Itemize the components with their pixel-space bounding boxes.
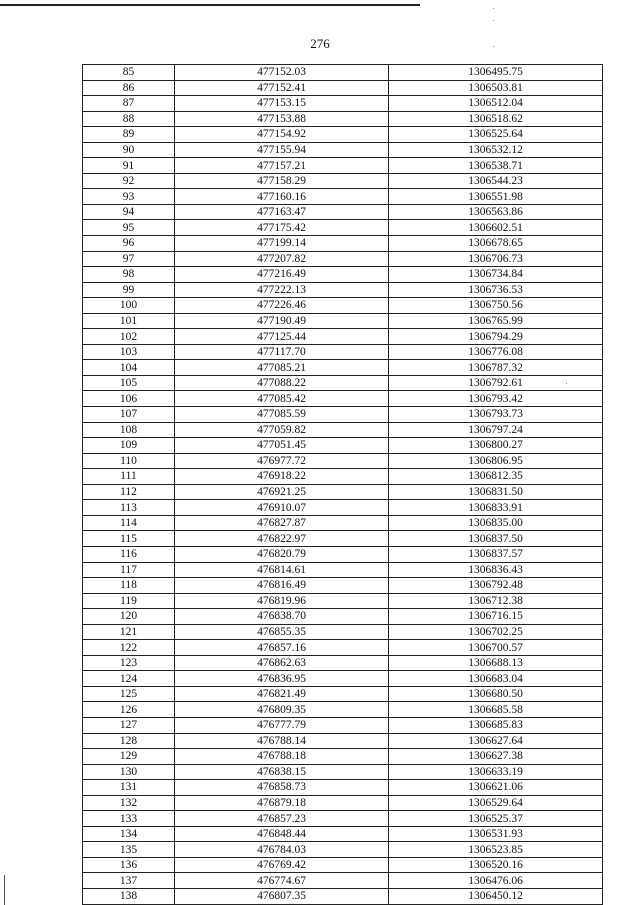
point-number-cell: 123	[83, 655, 175, 671]
point-number-cell: 99	[83, 282, 175, 298]
x-coordinate-cell: 476819.96	[175, 593, 389, 609]
table-row	[83, 795, 603, 811]
point-number-cell: 109	[83, 438, 175, 454]
table-row	[83, 375, 603, 391]
point-number-cell: 134	[83, 826, 175, 842]
y-coordinate-cell: 1306833.91	[389, 500, 603, 516]
table-row	[83, 469, 603, 485]
point-number-cell: 133	[83, 811, 175, 827]
y-coordinate-cell: 1306627.64	[389, 733, 603, 749]
table-row	[83, 127, 603, 143]
x-coordinate-cell: 477153.15	[175, 96, 389, 112]
table-row	[83, 593, 603, 609]
point-number-cell: 89	[83, 127, 175, 143]
x-coordinate-cell: 477199.14	[175, 236, 389, 252]
x-coordinate-cell: 476784.03	[175, 842, 389, 858]
table-row	[83, 236, 603, 252]
point-number-cell: 120	[83, 609, 175, 625]
table-row	[83, 842, 603, 858]
y-coordinate-cell: 1306503.81	[389, 80, 603, 96]
x-coordinate-cell: 477153.88	[175, 111, 389, 127]
y-coordinate-cell: 1306633.19	[389, 764, 603, 780]
y-coordinate-cell: 1306734.84	[389, 267, 603, 283]
table-row	[83, 749, 603, 765]
table-row	[83, 531, 603, 547]
x-coordinate-cell: 477088.22	[175, 375, 389, 391]
y-coordinate-cell: 1306716.15	[389, 609, 603, 625]
point-number-cell: 85	[83, 65, 175, 81]
y-coordinate-cell: 1306792.48	[389, 578, 603, 594]
table-row	[83, 360, 603, 376]
table-row	[83, 546, 603, 562]
x-coordinate-cell: 476977.72	[175, 453, 389, 469]
point-number-cell: 125	[83, 686, 175, 702]
x-coordinate-cell: 477152.03	[175, 65, 389, 81]
point-number-cell: 97	[83, 251, 175, 267]
x-coordinate-cell: 476858.73	[175, 780, 389, 796]
table-row	[83, 484, 603, 500]
coordinates-table-body	[83, 65, 603, 905]
table-row	[83, 111, 603, 127]
point-number-cell: 86	[83, 80, 175, 96]
table-row	[83, 267, 603, 283]
x-coordinate-cell: 476910.07	[175, 500, 389, 516]
point-number-cell: 115	[83, 531, 175, 547]
y-coordinate-cell: 1306512.04	[389, 96, 603, 112]
table-row	[83, 407, 603, 423]
y-coordinate-cell: 1306706.73	[389, 251, 603, 267]
point-number-cell: 112	[83, 484, 175, 500]
point-number-cell: 130	[83, 764, 175, 780]
y-coordinate-cell: 1306683.04	[389, 671, 603, 687]
x-coordinate-cell: 477152.41	[175, 80, 389, 96]
y-coordinate-cell: 1306680.50	[389, 686, 603, 702]
x-coordinate-cell: 477125.44	[175, 329, 389, 345]
y-coordinate-cell: 1306806.95	[389, 453, 603, 469]
y-coordinate-cell: 1306837.50	[389, 531, 603, 547]
x-coordinate-cell: 476857.16	[175, 640, 389, 656]
point-number-cell: 121	[83, 624, 175, 640]
y-coordinate-cell: 1306700.57	[389, 640, 603, 656]
x-coordinate-cell: 477207.82	[175, 251, 389, 267]
point-number-cell: 129	[83, 749, 175, 765]
table-row	[83, 313, 603, 329]
x-coordinate-cell: 477117.70	[175, 344, 389, 360]
y-coordinate-cell: 1306794.29	[389, 329, 603, 345]
x-coordinate-cell: 477216.49	[175, 267, 389, 283]
point-number-cell: 137	[83, 873, 175, 889]
y-coordinate-cell: 1306525.64	[389, 127, 603, 143]
table-row	[83, 764, 603, 780]
table-row	[83, 220, 603, 236]
x-coordinate-cell: 477163.47	[175, 204, 389, 220]
point-number-cell: 105	[83, 375, 175, 391]
y-coordinate-cell: 1306793.73	[389, 407, 603, 423]
x-coordinate-cell: 476862.63	[175, 655, 389, 671]
table-row	[83, 888, 603, 904]
table-row	[83, 344, 603, 360]
y-coordinate-cell: 1306787.32	[389, 360, 603, 376]
table-row	[83, 609, 603, 625]
y-coordinate-cell: 1306538.71	[389, 158, 603, 174]
x-coordinate-cell: 476879.18	[175, 795, 389, 811]
y-coordinate-cell: 1306529.64	[389, 795, 603, 811]
point-number-cell: 128	[83, 733, 175, 749]
y-coordinate-cell: 1306793.42	[389, 391, 603, 407]
point-number-cell: 95	[83, 220, 175, 236]
point-number-cell: 110	[83, 453, 175, 469]
x-coordinate-cell: 476814.61	[175, 562, 389, 578]
y-coordinate-cell: 1306800.27	[389, 438, 603, 454]
x-coordinate-cell: 476788.18	[175, 749, 389, 765]
x-coordinate-cell: 476857.23	[175, 811, 389, 827]
y-coordinate-cell: 1306544.23	[389, 173, 603, 189]
table-row	[83, 65, 603, 81]
point-number-cell: 93	[83, 189, 175, 205]
point-number-cell: 138	[83, 888, 175, 904]
point-number-cell: 122	[83, 640, 175, 656]
point-number-cell: 103	[83, 344, 175, 360]
x-coordinate-cell: 476855.35	[175, 624, 389, 640]
x-coordinate-cell: 476769.42	[175, 857, 389, 873]
x-coordinate-cell: 476807.35	[175, 888, 389, 904]
y-coordinate-cell: 1306837.57	[389, 546, 603, 562]
x-coordinate-cell: 477157.21	[175, 158, 389, 174]
point-number-cell: 136	[83, 857, 175, 873]
x-coordinate-cell: 477085.21	[175, 360, 389, 376]
table-row	[83, 655, 603, 671]
x-coordinate-cell: 476838.70	[175, 609, 389, 625]
y-coordinate-cell: 1306765.99	[389, 313, 603, 329]
point-number-cell: 104	[83, 360, 175, 376]
y-coordinate-cell: 1306736.53	[389, 282, 603, 298]
table-row	[83, 702, 603, 718]
table-row	[83, 717, 603, 733]
y-coordinate-cell: 1306563.86	[389, 204, 603, 220]
table-row	[83, 624, 603, 640]
y-coordinate-cell: 1306685.83	[389, 717, 603, 733]
table-row	[83, 189, 603, 205]
x-coordinate-cell: 476821.49	[175, 686, 389, 702]
table-row	[83, 562, 603, 578]
x-coordinate-cell: 477154.92	[175, 127, 389, 143]
point-number-cell: 126	[83, 702, 175, 718]
table-row	[83, 857, 603, 873]
x-coordinate-cell: 477158.29	[175, 173, 389, 189]
table-row	[83, 873, 603, 889]
y-coordinate-cell: 1306520.16	[389, 857, 603, 873]
table-row	[83, 578, 603, 594]
table-row	[83, 438, 603, 454]
table-row	[83, 826, 603, 842]
y-coordinate-cell: 1306532.12	[389, 142, 603, 158]
point-number-cell: 90	[83, 142, 175, 158]
x-coordinate-cell: 476822.97	[175, 531, 389, 547]
x-coordinate-cell: 477222.13	[175, 282, 389, 298]
x-coordinate-cell: 477226.46	[175, 298, 389, 314]
x-coordinate-cell: 477085.59	[175, 407, 389, 423]
table-row	[83, 733, 603, 749]
table-row	[83, 329, 603, 345]
x-coordinate-cell: 476809.35	[175, 702, 389, 718]
point-number-cell: 106	[83, 391, 175, 407]
point-number-cell: 98	[83, 267, 175, 283]
y-coordinate-cell: 1306627.38	[389, 749, 603, 765]
point-number-cell: 124	[83, 671, 175, 687]
x-coordinate-cell: 476918.22	[175, 469, 389, 485]
y-coordinate-cell: 1306476.06	[389, 873, 603, 889]
point-number-cell: 114	[83, 515, 175, 531]
y-coordinate-cell: 1306712.38	[389, 593, 603, 609]
y-coordinate-cell: 1306835.00	[389, 515, 603, 531]
scan-speck	[493, 20, 494, 21]
x-coordinate-cell: 476848.44	[175, 826, 389, 842]
y-coordinate-cell: 1306678.65	[389, 236, 603, 252]
point-number-cell: 107	[83, 407, 175, 423]
x-coordinate-cell: 477160.16	[175, 189, 389, 205]
y-coordinate-cell: 1306797.24	[389, 422, 603, 438]
point-number-cell: 87	[83, 96, 175, 112]
y-coordinate-cell: 1306602.51	[389, 220, 603, 236]
x-coordinate-cell: 477059.82	[175, 422, 389, 438]
x-coordinate-cell: 477051.45	[175, 438, 389, 454]
point-number-cell: 111	[83, 469, 175, 485]
x-coordinate-cell: 477085.42	[175, 391, 389, 407]
table-row	[83, 298, 603, 314]
y-coordinate-cell: 1306688.13	[389, 655, 603, 671]
table-row	[83, 282, 603, 298]
point-number-cell: 116	[83, 546, 175, 562]
point-number-cell: 119	[83, 593, 175, 609]
table-row	[83, 142, 603, 158]
table-row	[83, 173, 603, 189]
page-number: 276	[310, 36, 330, 51]
scan-edge-line	[0, 4, 420, 6]
scan-speck	[493, 8, 494, 9]
x-coordinate-cell: 477155.94	[175, 142, 389, 158]
point-number-cell: 102	[83, 329, 175, 345]
point-number-cell: 117	[83, 562, 175, 578]
x-coordinate-cell: 476777.79	[175, 717, 389, 733]
table-row	[83, 204, 603, 220]
x-coordinate-cell: 476836.95	[175, 671, 389, 687]
y-coordinate-cell: 1306702.25	[389, 624, 603, 640]
point-number-cell: 108	[83, 422, 175, 438]
point-number-cell: 132	[83, 795, 175, 811]
x-coordinate-cell: 476774.67	[175, 873, 389, 889]
x-coordinate-cell: 477190.49	[175, 313, 389, 329]
table-row	[83, 515, 603, 531]
table-row	[83, 391, 603, 407]
y-coordinate-cell: 1306776.08	[389, 344, 603, 360]
table-row	[83, 453, 603, 469]
table-row	[83, 640, 603, 656]
x-coordinate-cell: 476788.14	[175, 733, 389, 749]
coordinates-table	[82, 64, 603, 905]
x-coordinate-cell: 476820.79	[175, 546, 389, 562]
point-number-cell: 113	[83, 500, 175, 516]
table-row	[83, 811, 603, 827]
point-number-cell: 101	[83, 313, 175, 329]
y-coordinate-cell: 1306523.85	[389, 842, 603, 858]
table-row	[83, 80, 603, 96]
point-number-cell: 91	[83, 158, 175, 174]
y-coordinate-cell: 1306525.37	[389, 811, 603, 827]
y-coordinate-cell: 1306831.50	[389, 484, 603, 500]
x-coordinate-cell: 476827.87	[175, 515, 389, 531]
point-number-cell: 100	[83, 298, 175, 314]
y-coordinate-cell: 1306495.75	[389, 65, 603, 81]
table-row	[83, 96, 603, 112]
point-number-cell: 88	[83, 111, 175, 127]
scan-edge-mark	[4, 875, 5, 905]
y-coordinate-cell: 1306450.12	[389, 888, 603, 904]
y-coordinate-cell: 1306685.58	[389, 702, 603, 718]
table-row	[83, 686, 603, 702]
x-coordinate-cell: 476921.25	[175, 484, 389, 500]
table-row	[83, 500, 603, 516]
point-number-cell: 118	[83, 578, 175, 594]
x-coordinate-cell: 477175.42	[175, 220, 389, 236]
x-coordinate-cell: 476816.49	[175, 578, 389, 594]
point-number-cell: 94	[83, 204, 175, 220]
y-coordinate-cell: 1306621.06	[389, 780, 603, 796]
table-row	[83, 780, 603, 796]
y-coordinate-cell: 1306750.56	[389, 298, 603, 314]
y-coordinate-cell: 1306531.93	[389, 826, 603, 842]
point-number-cell: 96	[83, 236, 175, 252]
table-row	[83, 671, 603, 687]
y-coordinate-cell: 1306518.62	[389, 111, 603, 127]
table-row	[83, 251, 603, 267]
point-number-cell: 92	[83, 173, 175, 189]
y-coordinate-cell: 1306812.35	[389, 469, 603, 485]
x-coordinate-cell: 476838.15	[175, 764, 389, 780]
table-row	[83, 422, 603, 438]
y-coordinate-cell: 1306836.43	[389, 562, 603, 578]
point-number-cell: 127	[83, 717, 175, 733]
point-number-cell: 131	[83, 780, 175, 796]
table-row	[83, 158, 603, 174]
y-coordinate-cell: 1306792.61	[389, 375, 603, 391]
y-coordinate-cell: 1306551.98	[389, 189, 603, 205]
point-number-cell: 135	[83, 842, 175, 858]
